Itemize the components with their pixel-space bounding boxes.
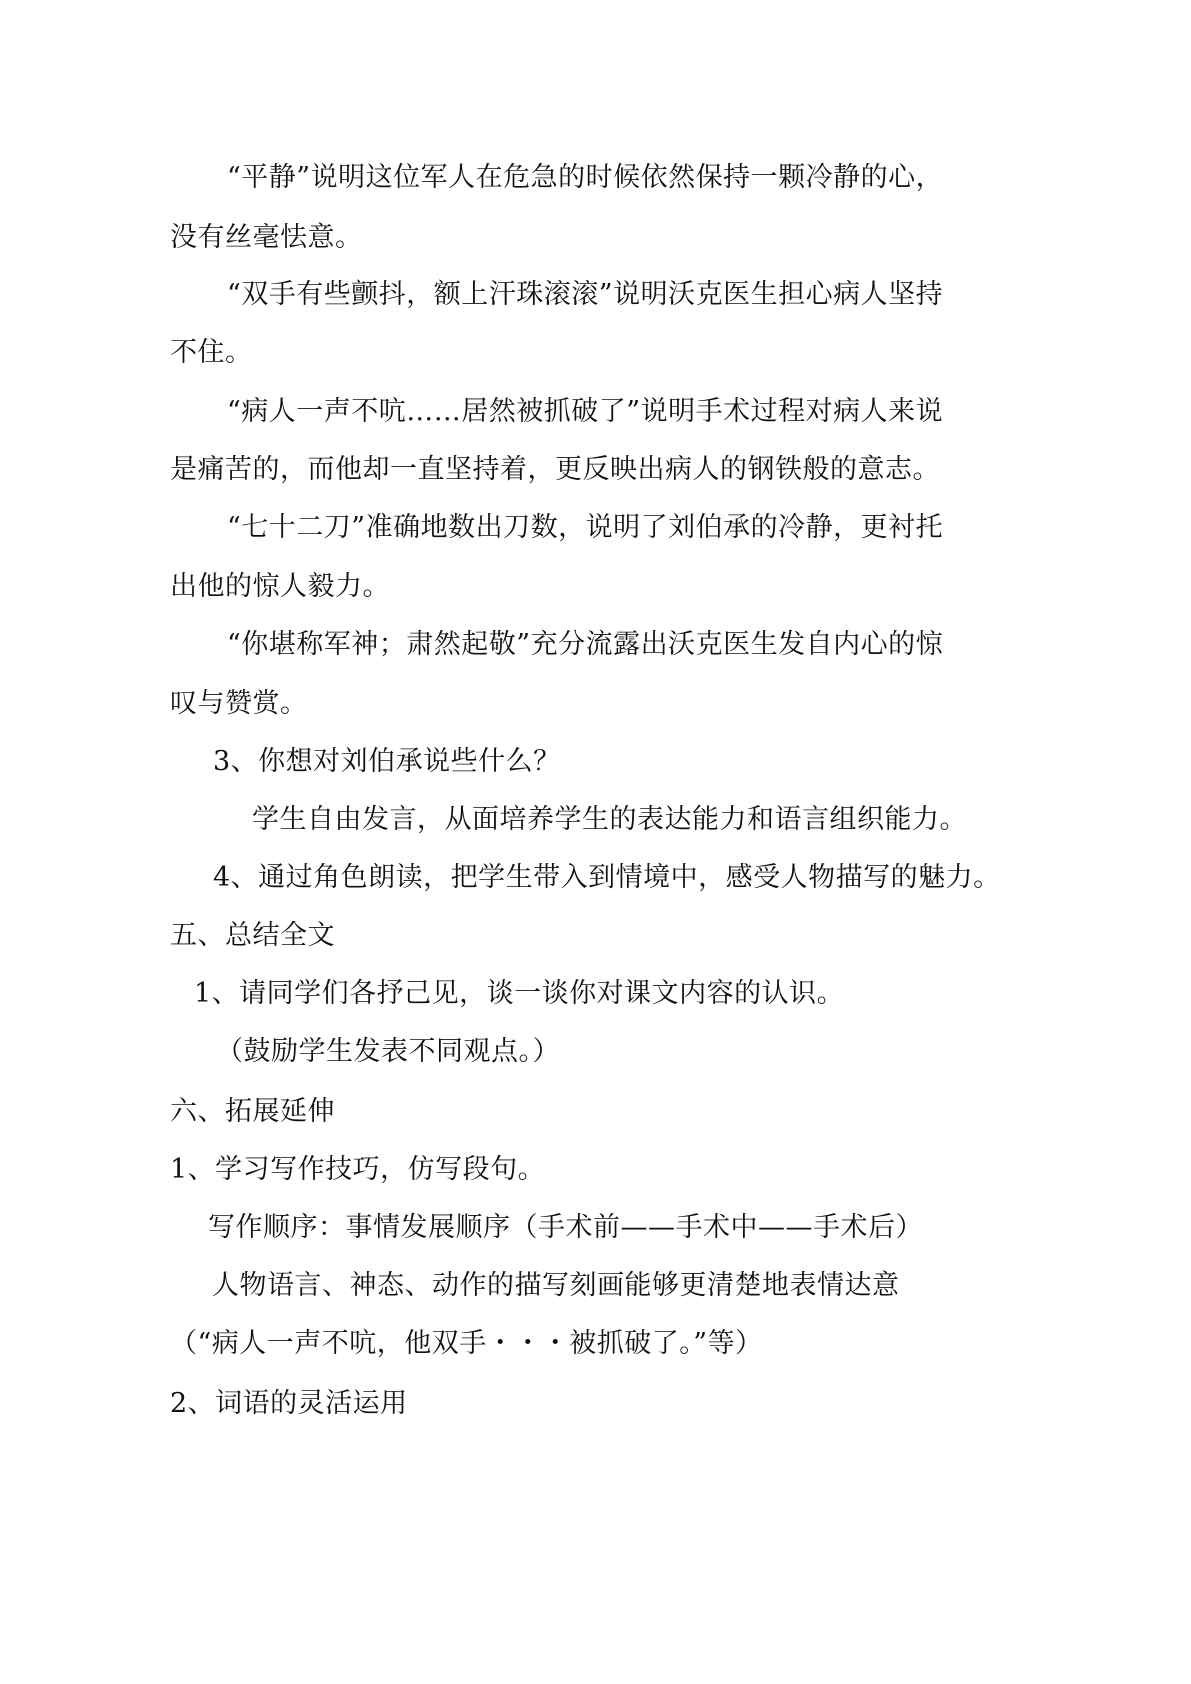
section-heading: 六、拓展延伸 [170,1096,335,1127]
list-item: 1、请同学们各抒己见，谈一谈你对课文内容的认识。 [194,978,845,1009]
list-item: 4、通过角色朗读，把学生带入到情境中，感受人物描写的魅力。 [213,862,1001,893]
paragraph-line: 出他的惊人毅力。 [170,571,390,602]
paragraph-line: 不住。 [170,337,253,368]
paragraph-line: 学生自由发言，从面培养学生的表达能力和语言组织能力。 [252,804,967,835]
paragraph-line: 写作顺序：事情发展顺序（手术前——手术中——手术后） [208,1212,923,1243]
paragraph-line: “平静”说明这位军人在危急的时候依然保持一颗冷静的心， [227,162,944,193]
paragraph-line: 没有丝毫怯意。 [170,222,363,253]
list-item: 1、学习写作技巧，仿写段句。 [170,1154,546,1185]
paragraph-line: 人物语言、神态、动作的描写刻画能够更清楚地表情达意 [212,1270,900,1301]
list-item: 3、你想对刘伯承说些什么？ [213,746,561,777]
paragraph-line: “七十二刀”准确地数出刀数，说明了刘伯承的冷静，更衬托 [227,512,944,543]
paragraph-line: “你堪称军神；肃然起敬”充分流露出沃克医生发自内心的惊 [227,629,944,660]
paragraph-line: 是痛苦的，而他却一直坚持着，更反映出病人的钢铁般的意志。 [170,454,940,485]
paragraph-line: 叹与赞赏。 [170,688,308,719]
paragraph-line: “双手有些颤抖，额上汗珠滚滚”说明沃克医生担心病人坚持 [227,279,944,310]
paragraph-line: （“病人一声不吭，他双手・・・被抓破了。”等） [170,1328,763,1359]
list-item: 2、词语的灵活运用 [170,1388,408,1419]
paragraph-line: “病人一声不吭……居然被抓破了”说明手术过程对病人来说 [227,396,944,427]
section-heading: 五、总结全文 [170,920,335,951]
paragraph-line: （鼓励学生发表不同观点。） [216,1036,560,1067]
